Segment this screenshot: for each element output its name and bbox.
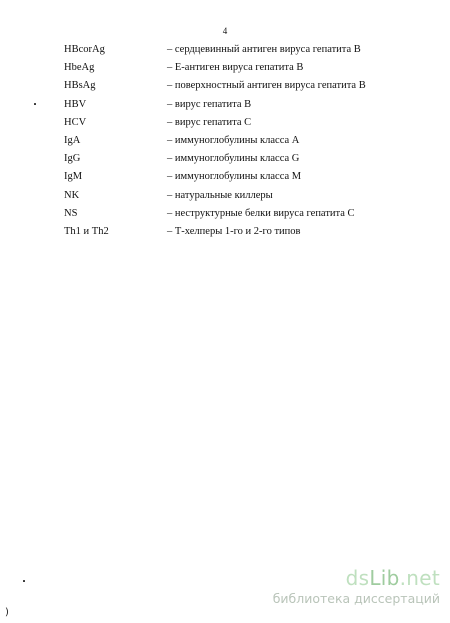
abbreviation-row <box>64 43 404 61</box>
abbreviation-row <box>64 170 404 188</box>
abbreviation-definition: – вирус гепатита В <box>167 98 252 110</box>
abbreviation-term: HBcorAg <box>64 44 105 55</box>
abbreviation-term: NS <box>64 207 78 219</box>
abbreviation-row <box>64 189 404 207</box>
abbreviation-term: HBV <box>64 98 87 110</box>
abbreviation-term: IgG <box>64 153 81 165</box>
abbreviation-definition: – Т-хелперы 1-го и 2-го типов <box>167 225 301 237</box>
watermark-logo: dsLib.net <box>345 566 440 590</box>
abbreviation-term: IgA <box>64 134 81 146</box>
abbreviation-term: HBsAg <box>64 80 96 92</box>
abbreviation-list <box>64 43 404 243</box>
abbreviation-definition: – поверхностный антиген вируса гепатита В <box>167 80 366 92</box>
abbreviation-row <box>64 61 404 79</box>
scan-speck <box>23 580 25 582</box>
abbreviation-definition: – натуральные киллеры <box>167 189 273 201</box>
scan-speck <box>34 103 36 105</box>
abbreviation-row <box>64 79 404 97</box>
watermark-tagline: библиотека диссертаций <box>272 591 440 606</box>
abbreviation-term: Th1 и Th2 <box>64 225 109 237</box>
abbreviation-definition: – иммуноглобулины класса А <box>167 134 300 146</box>
abbreviation-definition: – иммуноглобулины класса М <box>167 171 302 183</box>
page-number: 4 <box>222 26 228 36</box>
abbreviation-term: HCV <box>64 116 87 128</box>
abbreviation-term: HbeAg <box>64 62 95 74</box>
abbreviation-definition: – неструктурные белки вируса гепатита С <box>167 207 355 219</box>
abbreviation-definition: – Е-антиген вируса гепатита В <box>167 62 304 74</box>
abbreviation-definition: – вирус гепатита С <box>167 116 252 128</box>
abbreviation-term: IgM <box>64 171 83 183</box>
watermark <box>273 567 440 606</box>
abbreviation-row <box>64 225 404 243</box>
abbreviation-term: NK <box>64 189 80 201</box>
abbreviation-row <box>64 134 404 152</box>
abbreviation-row <box>64 116 404 134</box>
abbreviation-definition: – сердцевинный антиген вируса гепатита В <box>167 44 361 55</box>
abbreviation-row <box>64 152 404 170</box>
margin-mark: ) <box>5 607 9 618</box>
abbreviation-row <box>64 207 404 225</box>
abbreviation-definition: – иммуноглобулины класса G <box>167 153 300 165</box>
abbreviation-row <box>64 98 404 116</box>
